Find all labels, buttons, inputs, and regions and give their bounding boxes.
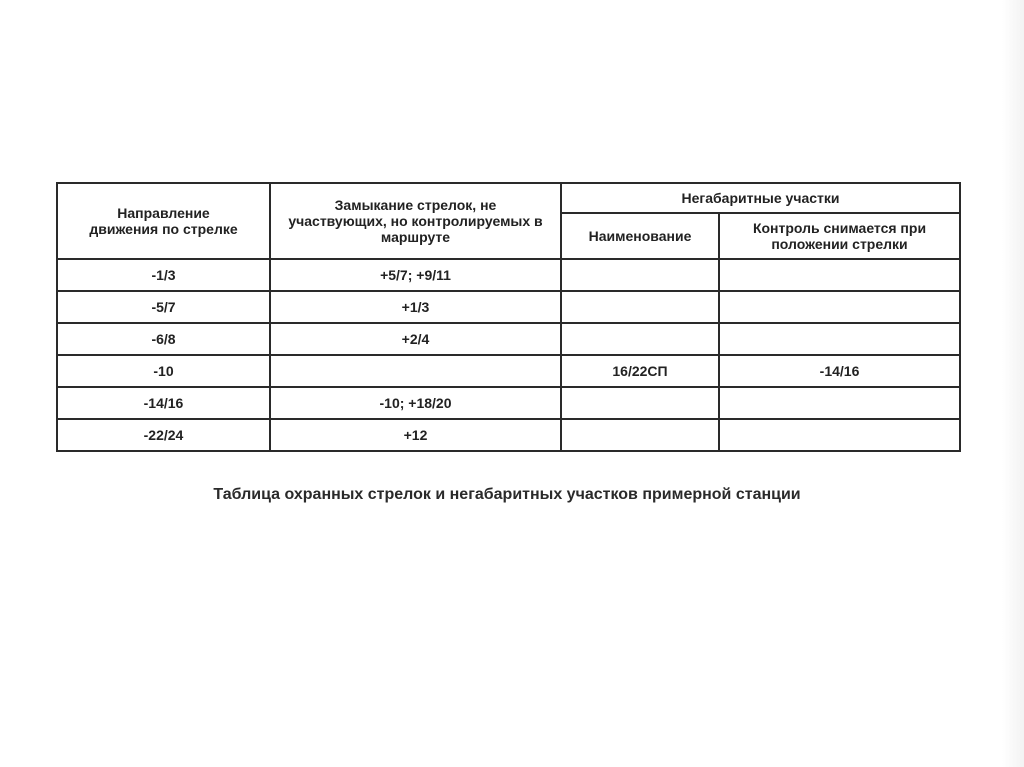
table-caption: Таблица охранных стрелок и негабаритных участков примерной станции: [213, 486, 801, 503]
header-oversize-sections: Негабаритные участки: [561, 183, 960, 213]
table-row: [57, 355, 960, 387]
cell-locking: [270, 355, 561, 387]
cell-control: [719, 387, 960, 419]
cell-direction: -6/8: [57, 323, 270, 355]
cell-direction: -22/24: [57, 419, 270, 451]
cell-direction: -14/16: [57, 387, 270, 419]
cell-section-name: [561, 291, 719, 323]
cell-section-name: [561, 323, 719, 355]
table-row: [57, 387, 960, 419]
table-row: [57, 259, 960, 291]
guard-switch-table: [56, 182, 961, 452]
cell-control: [719, 419, 960, 451]
header-section-name: Наименование: [561, 213, 719, 259]
cell-locking: +5/7; +9/11: [270, 259, 561, 291]
cell-direction: -1/3: [57, 259, 270, 291]
cell-control: -14/16: [719, 355, 960, 387]
header-locking: Замыкание стрелок, не участвующих, но контролируемых в маршруте: [270, 183, 561, 259]
table-row: [57, 419, 960, 451]
cell-direction: -5/7: [57, 291, 270, 323]
header-control-removed: Контроль снимается при положении стрелки: [719, 213, 960, 259]
cell-section-name: [561, 419, 719, 451]
table-row: [57, 291, 960, 323]
cell-control: [719, 259, 960, 291]
cell-locking: +12: [270, 419, 561, 451]
cell-control: [719, 291, 960, 323]
cell-section-name: [561, 259, 719, 291]
cell-section-name: 16/22СП: [561, 355, 719, 387]
cell-locking: +1/3: [270, 291, 561, 323]
cell-direction: -10: [57, 355, 270, 387]
cell-locking: -10; +18/20: [270, 387, 561, 419]
cell-section-name: [561, 387, 719, 419]
cell-locking: +2/4: [270, 323, 561, 355]
cell-control: [719, 323, 960, 355]
header-direction: Направление движения по стрелке: [57, 183, 270, 259]
table-row: [57, 323, 960, 355]
